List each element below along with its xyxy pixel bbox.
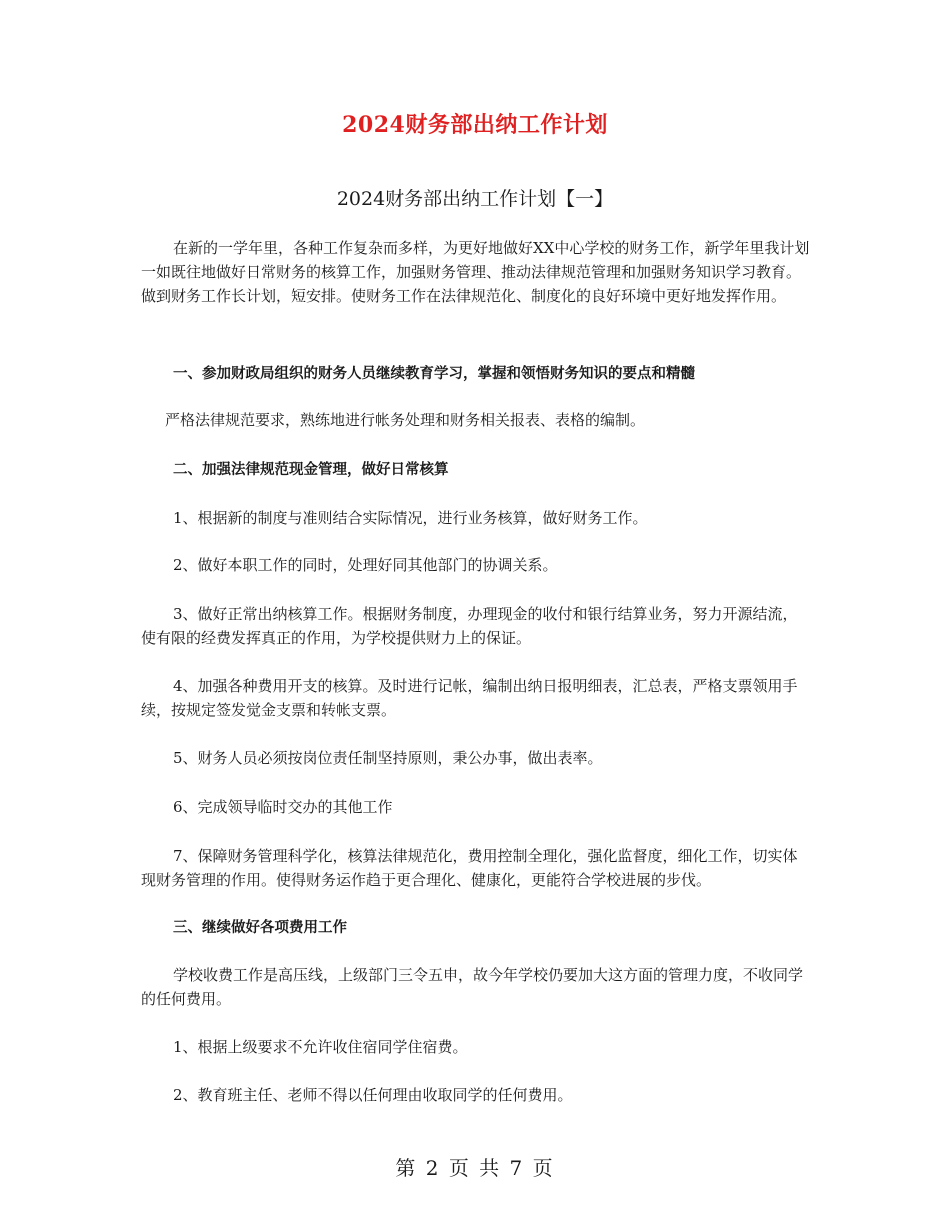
section-title: 2024财务部出纳工作计划【一】 <box>336 188 614 210</box>
list-item: 2、教育班主任、老师不得以任何理由收取同学的任何费用。 <box>173 1086 573 1104</box>
page-number: 第 2 页 共 7 页 <box>395 1156 555 1180</box>
list-item: 6、完成领导临时交办的其他工作 <box>173 798 393 816</box>
document-title: 2024财务部出纳工作计划 <box>342 112 608 138</box>
list-item: 5、财务人员必须按岗位责任制坚持原则，秉公办事，做出表率。 <box>173 749 603 767</box>
paragraph-3: 学校收费工作是高压线，上级部门三令五申，故今年学校仍要加大这方面的管理力度，不收同学的任何费用。 <box>141 966 804 1008</box>
heading-1: 一、参加财政局组织的财务人员继续教育学习，掌握和领悟财务知识的要点和精髓 <box>173 365 695 382</box>
heading-2: 二、加强法律规范现金管理，做好日常核算 <box>173 461 449 478</box>
list-item: 1、根据上级要求不允许收住宿同学住宿费。 <box>173 1038 468 1056</box>
intro-paragraph: 在新的一学年里，各种工作复杂而多样，为更好地做好XX中心学校的财务工作，新学年里我计划一如既往地做好日常财务的核算工作，加强财务管理、推动法律规范管理和加强财务知识学习教育。做到财务工作长计划，短安排。使财务工作在法律规范化、制度化的良好环境中更好地发挥作用。 <box>141 239 810 305</box>
list-item: 2、做好本职工作的同时，处理好同其他部门的协调关系。 <box>173 556 558 574</box>
list-item: 3、做好正常出纳核算工作。根据财务制度，办理现金的收付和银行结算业务，努力开源结流，使有限的经费发挥真正的作用，为学校提供财力上的保证。 <box>141 605 798 647</box>
list-item: 1、根据新的制度与准则结合实际情况，进行业务核算，做好财务工作。 <box>173 509 648 527</box>
list-item: 7、保障财务管理科学化，核算法律规范化，费用控制全理化，强化监督度，细化工作，切实体现财务管理的作用。使得财务运作趋于更合理化、健康化，更能符合学校进展的步伐。 <box>141 847 798 889</box>
paragraph-1: 严格法律规范要求，熟练地进行帐务处理和财务相关报表、表格的编制。 <box>165 411 646 429</box>
list-item: 4、加强各种费用开支的核算。及时进行记帐，编制出纳日报明细表，汇总表，严格支票领用手续，按规定签发觉金支票和转帐支票。 <box>141 677 798 719</box>
heading-3: 三、继续做好各项费用工作 <box>173 919 347 936</box>
